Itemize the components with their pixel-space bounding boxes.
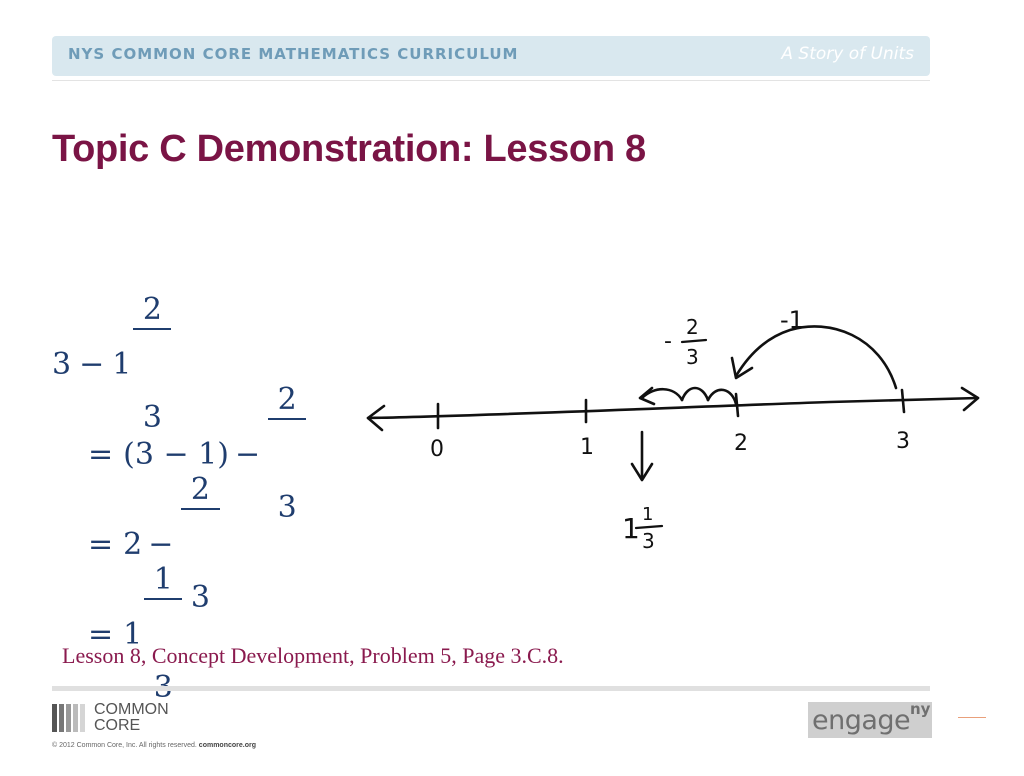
- tick-label-3: 3: [896, 429, 910, 454]
- result-whole: 1: [622, 512, 640, 545]
- eq2-fraction: [268, 312, 306, 596]
- curriculum-subtitle: A Story of Units: [781, 44, 914, 64]
- header-divider: [52, 80, 930, 81]
- tick-label-2: 2: [734, 431, 748, 456]
- eq3-equals: =: [88, 526, 114, 562]
- eq3-minus: −: [148, 526, 174, 562]
- third-jump-1: [708, 390, 736, 404]
- eq3-denominator: 3: [190, 580, 210, 615]
- eq1-whole: 1: [112, 346, 132, 382]
- engage-ny-logo: [808, 702, 932, 738]
- eq3-value: 2: [123, 526, 143, 562]
- eq2-minus: −: [234, 436, 261, 472]
- minus-two-thirds-sign: -: [664, 329, 672, 354]
- eq1-numerator: 2: [133, 292, 171, 330]
- eq1-denominator: 3: [142, 400, 162, 435]
- copyright-text: © 2012 Common Core, Inc. All rights reserved.: [52, 742, 197, 749]
- slide-title: Topic C Demonstration: Lesson 8: [52, 128, 646, 170]
- minus-two-thirds-den: 3: [686, 345, 699, 369]
- minus-two-thirds-num: 2: [686, 315, 699, 339]
- eq2-equals: =: [88, 436, 114, 472]
- result-numerator: 1: [642, 504, 654, 525]
- common-core-logo-icon: [52, 704, 88, 732]
- tick-label-1: 1: [580, 435, 594, 460]
- header-bar: [52, 36, 930, 76]
- eq1-minus: −: [79, 346, 105, 382]
- eq1-minuend: 3: [52, 346, 72, 382]
- minus-two-thirds-bar: [682, 340, 706, 342]
- tick-3: [902, 390, 904, 412]
- jump-minus-one-arc: [736, 326, 896, 388]
- one-third-bar: [636, 526, 662, 528]
- eq4-equals: =: [88, 616, 114, 652]
- jump-minus-one-label: -1: [780, 306, 804, 334]
- eq2-numerator: 2: [268, 382, 306, 420]
- copyright-site: commoncore.org: [198, 742, 256, 749]
- eq3-numerator: 2: [181, 472, 219, 510]
- curriculum-title: NYS COMMON CORE MATHEMATICS CURRICULUM: [68, 45, 519, 63]
- number-line-axis: [368, 398, 978, 418]
- footer-divider: [52, 686, 930, 691]
- third-jump-2: [682, 388, 708, 400]
- eq4-numerator: 1: [144, 562, 182, 600]
- result-denominator: 3: [642, 529, 655, 553]
- copyright-notice: [52, 742, 256, 749]
- eq2-denominator: 3: [277, 490, 297, 525]
- lesson-reference: Lesson 8, Concept Development, Problem 5, Page 3.C.8.: [62, 643, 564, 668]
- eq2-parenthetical: (3 − 1): [123, 436, 229, 472]
- common-core-wordmark: [94, 702, 169, 734]
- decorative-dash: [958, 717, 986, 718]
- engage-wordmark: engage: [812, 705, 911, 736]
- engage-superscript: ny: [910, 700, 931, 718]
- wordmark-line-1: COMMON: [94, 701, 169, 718]
- tick-label-0: 0: [430, 437, 444, 462]
- wordmark-line-2: CORE: [94, 717, 141, 734]
- eq4-whole: 1: [123, 616, 143, 652]
- number-line-sketch: [360, 296, 990, 566]
